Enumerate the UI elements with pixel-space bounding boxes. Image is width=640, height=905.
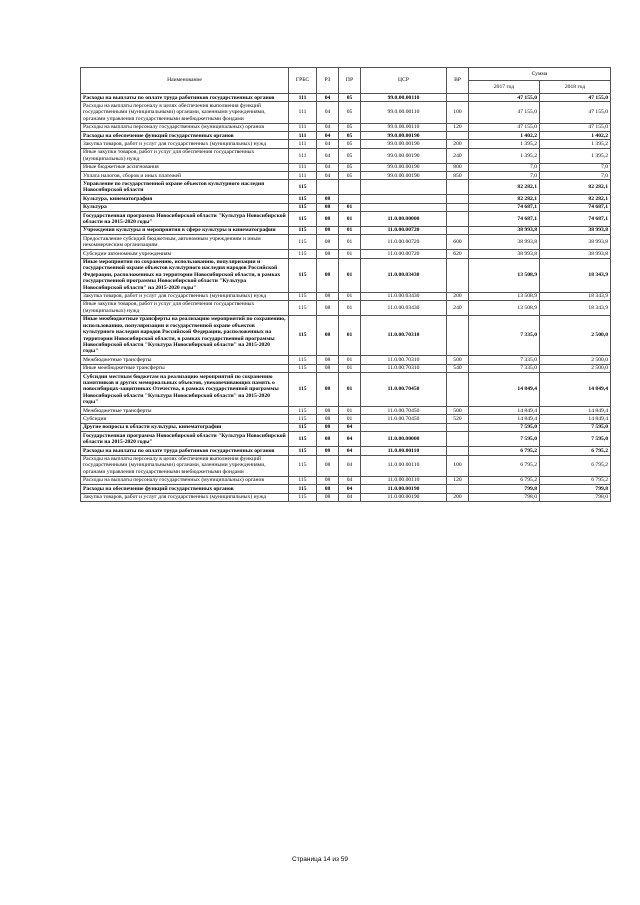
row-pr: 04 <box>339 447 361 455</box>
row-pr: 01 <box>339 226 361 234</box>
row-csr: 99.0.00.00190 <box>361 163 447 171</box>
row-name: Уплата налогов, сборов и иных платежей <box>81 172 289 180</box>
row-name: Межбюджетные трансферты <box>81 407 289 415</box>
row-pr: 05 <box>339 163 361 171</box>
table-row <box>81 292 611 300</box>
row-vr: 540 <box>447 364 469 372</box>
row-sum-2018: 38 993,8 <box>540 226 611 234</box>
row-vr <box>447 485 469 493</box>
table-row <box>81 203 611 211</box>
row-rz: 04 <box>317 94 339 102</box>
table-row <box>81 212 611 227</box>
table-row <box>81 356 611 364</box>
table-row <box>81 163 611 171</box>
table-row <box>81 148 611 163</box>
row-name: Иные межбюджетные трансферты на реализацию мероприятий по сохранению, использованию, популяризации и государственной охране объектов культурного наследия народов Российской Федерации, расположенных на территории Новосибирской области, в рамках государственной программы Новосибирской области "Культура Новосибирской области" на 2015-2020 годы" <box>81 315 289 355</box>
row-sum-2018: 2 500,0 <box>540 315 611 355</box>
row-sum-2017: 6 795,2 <box>469 447 540 455</box>
budget-table <box>80 67 611 502</box>
row-rz: 08 <box>317 455 339 476</box>
row-name: Иные мероприятия по сохранению, использованию, популяризации и государственной охране объектов культурного наследия народов Российской Федерации, расположенных на территории Новосибирской области, в рамках государственной программы Новосибирской области "Культура Новосибирской области" на 2015-2020 годы" <box>81 258 289 292</box>
table-row <box>81 476 611 484</box>
row-vr: 200 <box>447 493 469 501</box>
row-sum-2017: 14 849,4 <box>469 415 540 423</box>
row-pr: 01 <box>339 364 361 372</box>
row-name: Закупка товаров, работ и услуг для государственных (муниципальных) нужд <box>81 140 289 148</box>
row-csr: 99.0.00.00110 <box>361 123 447 131</box>
row-sum-2018: 47 155,0 <box>540 94 611 102</box>
table-row <box>81 432 611 447</box>
row-rz: 08 <box>317 415 339 423</box>
row-sum-2018: 14 849,4 <box>540 373 611 407</box>
row-rz: 08 <box>317 212 339 227</box>
row-sum-2018: 7,0 <box>540 172 611 180</box>
row-sum-2017: 38 993,8 <box>469 226 540 234</box>
row-name: Иные бюджетные ассигнования <box>81 163 289 171</box>
row-sum-2017: 7,0 <box>469 163 540 171</box>
row-name: Государственная программа Новосибирской области "Культура Новосибирской области на 2015-2020 годы" <box>81 432 289 447</box>
row-rz: 08 <box>317 476 339 484</box>
row-csr: 11.0.00.00190 <box>361 485 447 493</box>
row-rz: 08 <box>317 356 339 364</box>
row-sum-2017: 74 687,1 <box>469 212 540 227</box>
row-vr: 800 <box>447 163 469 171</box>
row-sum-2017: 7 335,0 <box>469 315 540 355</box>
row-sum-2018: 18 343,9 <box>540 300 611 315</box>
row-name: Государственная программа Новосибирской области "Культура Новосибирской области на 2015-2020 годы" <box>81 212 289 227</box>
row-sum-2017: 1 395,2 <box>469 148 540 163</box>
row-sum-2018: 2 500,0 <box>540 356 611 364</box>
row-sum-2017: 38 993,8 <box>469 235 540 250</box>
table-row <box>81 485 611 493</box>
row-pr: 01 <box>339 203 361 211</box>
row-csr: 11.0.00.70450 <box>361 415 447 423</box>
row-vr <box>447 447 469 455</box>
row-sum-2018: 18 343,9 <box>540 292 611 300</box>
row-csr: 99.0.00.00190 <box>361 172 447 180</box>
header-pr: ПР <box>339 68 361 94</box>
table-body <box>81 94 611 502</box>
table-row <box>81 415 611 423</box>
row-pr: 04 <box>339 493 361 501</box>
row-vr: 120 <box>447 123 469 131</box>
row-csr: 99.0.00.00190 <box>361 140 447 148</box>
header-csr: ЦСР <box>361 68 447 94</box>
row-pr: 05 <box>339 94 361 102</box>
row-grbs: 115 <box>289 485 317 493</box>
row-sum-2017: 7 335,0 <box>469 356 540 364</box>
row-csr <box>361 180 447 195</box>
row-grbs: 115 <box>289 203 317 211</box>
row-name: Расходы на выплаты персоналу в целях обеспечения выполнения функций государственными (муниципальными) органами, казенными учреждениями, органами управления государственными внебюджетными фондами <box>81 455 289 476</box>
row-pr <box>339 195 361 203</box>
row-sum-2018: 798,0 <box>540 493 611 501</box>
row-grbs: 115 <box>289 315 317 355</box>
row-vr: 240 <box>447 148 469 163</box>
row-name: Расходы на выплаты персоналу в целях обеспечения выполнения функций государственными (муниципальными) органами, казенными учреждениями, органами управления государственными внебюджетными фондами <box>81 102 289 123</box>
row-rz: 04 <box>317 172 339 180</box>
row-pr: 01 <box>339 250 361 258</box>
row-sum-2017: 1 402,2 <box>469 132 540 140</box>
row-vr: 200 <box>447 292 469 300</box>
row-vr <box>447 203 469 211</box>
row-csr: 11.0.00.00000 <box>361 432 447 447</box>
row-grbs: 115 <box>289 373 317 407</box>
row-grbs: 115 <box>289 226 317 234</box>
row-rz: 08 <box>317 407 339 415</box>
row-pr: 04 <box>339 485 361 493</box>
row-pr: 01 <box>339 212 361 227</box>
row-rz: 04 <box>317 102 339 123</box>
row-vr: 500 <box>447 407 469 415</box>
row-vr <box>447 423 469 431</box>
table-row <box>81 123 611 131</box>
row-rz: 08 <box>317 203 339 211</box>
row-sum-2017: 1 395,2 <box>469 140 540 148</box>
row-pr: 01 <box>339 235 361 250</box>
row-grbs: 111 <box>289 132 317 140</box>
row-sum-2017: 799,8 <box>469 485 540 493</box>
row-sum-2017: 7 595,0 <box>469 423 540 431</box>
table-row <box>81 364 611 372</box>
table-row <box>81 258 611 292</box>
row-pr: 05 <box>339 172 361 180</box>
row-vr: 120 <box>447 476 469 484</box>
row-csr: 11.0.00.70310 <box>361 315 447 355</box>
row-sum-2018: 6 795,2 <box>540 455 611 476</box>
row-sum-2017: 74 687,1 <box>469 203 540 211</box>
row-csr: 11.0.00.00720 <box>361 250 447 258</box>
row-csr: 11.0.00.03430 <box>361 292 447 300</box>
row-csr: 11.0.00.00190 <box>361 493 447 501</box>
row-rz <box>317 180 339 195</box>
row-pr: 05 <box>339 140 361 148</box>
row-sum-2018: 1 402,2 <box>540 132 611 140</box>
row-pr: 05 <box>339 123 361 131</box>
row-pr: 05 <box>339 102 361 123</box>
row-csr: 11.0.00.70450 <box>361 407 447 415</box>
row-sum-2017: 7 595,0 <box>469 432 540 447</box>
row-sum-2018: 38 993,8 <box>540 235 611 250</box>
row-rz: 08 <box>317 373 339 407</box>
row-grbs: 111 <box>289 148 317 163</box>
row-rz: 08 <box>317 315 339 355</box>
row-grbs: 115 <box>289 300 317 315</box>
row-rz: 08 <box>317 195 339 203</box>
table-row <box>81 132 611 140</box>
table-row <box>81 235 611 250</box>
table-row <box>81 407 611 415</box>
row-vr <box>447 94 469 102</box>
page-number: Страница 14 из 59 <box>292 856 348 863</box>
row-grbs: 115 <box>289 493 317 501</box>
row-sum-2018: 47 155,0 <box>540 102 611 123</box>
row-grbs: 115 <box>289 195 317 203</box>
row-sum-2018: 1 395,2 <box>540 140 611 148</box>
row-csr: 11.0.00.70310 <box>361 364 447 372</box>
row-pr: 04 <box>339 476 361 484</box>
table-row <box>81 180 611 195</box>
row-grbs: 115 <box>289 235 317 250</box>
header-year-2018: 2018 год <box>540 81 611 94</box>
row-rz: 08 <box>317 226 339 234</box>
header-sum: Сумма <box>469 68 611 81</box>
row-vr <box>447 195 469 203</box>
header-vr: ВР <box>447 68 469 94</box>
row-grbs: 111 <box>289 163 317 171</box>
row-csr: 11.0.00.00720 <box>361 226 447 234</box>
row-name: Расходы на выплаты по оплате труда работников государственных органов <box>81 447 289 455</box>
row-rz: 08 <box>317 447 339 455</box>
row-pr: 01 <box>339 373 361 407</box>
table-row <box>81 102 611 123</box>
row-vr <box>447 180 469 195</box>
row-rz: 08 <box>317 292 339 300</box>
row-grbs: 115 <box>289 250 317 258</box>
row-sum-2018: 14 849,4 <box>540 415 611 423</box>
row-sum-2017: 47 155,0 <box>469 102 540 123</box>
header-name: Наименование <box>81 68 289 94</box>
row-sum-2017: 13 508,9 <box>469 300 540 315</box>
row-name: Субсидии местным бюджетам на реализацию мероприятий по сохранению памятников и других мемориальных объектов, увековечивающих память о новосибирцах-защитниках Отечества, в рамках государственной программы Новосибирской области "Культура Новосибирской области" на 2015-2020 годы" <box>81 373 289 407</box>
row-grbs: 115 <box>289 292 317 300</box>
row-csr: 11.0.00.00110 <box>361 476 447 484</box>
row-sum-2018: 14 849,4 <box>540 407 611 415</box>
row-sum-2018: 7 595,0 <box>540 432 611 447</box>
row-vr: 500 <box>447 356 469 364</box>
table-row <box>81 250 611 258</box>
row-vr: 600 <box>447 235 469 250</box>
row-sum-2018: 82 282,1 <box>540 180 611 195</box>
row-sum-2017: 6 795,2 <box>469 455 540 476</box>
row-pr: 01 <box>339 407 361 415</box>
row-sum-2018: 1 395,2 <box>540 148 611 163</box>
row-pr: 05 <box>339 132 361 140</box>
table-row <box>81 94 611 102</box>
row-pr: 01 <box>339 258 361 292</box>
row-csr: 11.0.00.00110 <box>361 455 447 476</box>
row-sum-2018: 7 595,0 <box>540 423 611 431</box>
header-rz: РЗ <box>317 68 339 94</box>
row-rz: 08 <box>317 250 339 258</box>
row-csr: 11.0.00.00720 <box>361 235 447 250</box>
row-grbs: 115 <box>289 447 317 455</box>
table-row <box>81 172 611 180</box>
row-sum-2017: 47 155,0 <box>469 123 540 131</box>
row-name: Расходы на обеспечение функций государственных органов <box>81 485 289 493</box>
row-sum-2017: 82 282,1 <box>469 195 540 203</box>
row-sum-2017: 7 335,0 <box>469 364 540 372</box>
row-name: Межбюджетные трансферты <box>81 356 289 364</box>
row-pr: 04 <box>339 432 361 447</box>
row-grbs: 115 <box>289 180 317 195</box>
row-csr <box>361 423 447 431</box>
table-row <box>81 493 611 501</box>
row-pr: 01 <box>339 415 361 423</box>
row-pr <box>339 180 361 195</box>
row-sum-2018: 82 282,1 <box>540 195 611 203</box>
row-name: Предоставление субсидий бюджетным, автономным учреждениям и иным некоммерческим организациям <box>81 235 289 250</box>
row-rz: 08 <box>317 423 339 431</box>
row-pr: 04 <box>339 455 361 476</box>
row-sum-2017: 38 993,8 <box>469 250 540 258</box>
row-rz: 08 <box>317 493 339 501</box>
row-sum-2018: 47 155,0 <box>540 123 611 131</box>
row-vr: 100 <box>447 102 469 123</box>
row-sum-2018: 38 993,8 <box>540 250 611 258</box>
row-grbs: 115 <box>289 423 317 431</box>
row-vr <box>447 132 469 140</box>
row-csr <box>361 195 447 203</box>
row-sum-2018: 18 343,9 <box>540 258 611 292</box>
row-grbs: 115 <box>289 356 317 364</box>
row-pr: 04 <box>339 423 361 431</box>
row-rz: 08 <box>317 258 339 292</box>
row-grbs: 111 <box>289 140 317 148</box>
table-row <box>81 423 611 431</box>
row-csr: 99.0.00.00190 <box>361 148 447 163</box>
row-sum-2017: 13 508,9 <box>469 292 540 300</box>
row-name: Расходы на обеспечение функций государственных органов <box>81 132 289 140</box>
table-row <box>81 315 611 355</box>
row-csr: 99.0.00.00190 <box>361 132 447 140</box>
row-name: Расходы на выплаты персоналу государственных (муниципальных) органов <box>81 476 289 484</box>
row-rz: 08 <box>317 235 339 250</box>
row-rz: 08 <box>317 432 339 447</box>
row-sum-2018: 74 687,1 <box>540 212 611 227</box>
row-vr <box>447 212 469 227</box>
row-csr: 11.0.00.03430 <box>361 258 447 292</box>
row-vr <box>447 373 469 407</box>
row-sum-2017: 14 849,4 <box>469 373 540 407</box>
row-pr: 05 <box>339 148 361 163</box>
row-rz: 04 <box>317 123 339 131</box>
row-sum-2018: 6 795,2 <box>540 476 611 484</box>
row-csr: 11.0.00.03430 <box>361 300 447 315</box>
row-csr <box>361 203 447 211</box>
row-sum-2018: 74 687,1 <box>540 203 611 211</box>
row-vr: 520 <box>447 415 469 423</box>
row-sum-2017: 47 155,0 <box>469 94 540 102</box>
row-sum-2017: 82 282,1 <box>469 180 540 195</box>
row-rz: 04 <box>317 140 339 148</box>
row-name: Расходы на выплаты по оплате труда работников государственных органов <box>81 94 289 102</box>
row-csr: 11.0.00.70450 <box>361 373 447 407</box>
row-grbs: 115 <box>289 364 317 372</box>
row-name: Другие вопросы в области культуры, кинематографии <box>81 423 289 431</box>
header-grbs: ГРБС <box>289 68 317 94</box>
table-row <box>81 447 611 455</box>
row-grbs: 111 <box>289 102 317 123</box>
row-sum-2017: 798,0 <box>469 493 540 501</box>
row-sum-2018: 7,0 <box>540 163 611 171</box>
row-vr: 620 <box>447 250 469 258</box>
row-csr: 99.0.00.00110 <box>361 94 447 102</box>
row-sum-2017: 14 849,4 <box>469 407 540 415</box>
row-vr: 240 <box>447 300 469 315</box>
row-vr <box>447 258 469 292</box>
row-vr: 850 <box>447 172 469 180</box>
table-row <box>81 195 611 203</box>
row-name: Закупка товаров, работ и услуг для государственных (муниципальных) нужд <box>81 292 289 300</box>
row-grbs: 115 <box>289 407 317 415</box>
table-row <box>81 226 611 234</box>
table-row <box>81 140 611 148</box>
row-vr: 200 <box>447 140 469 148</box>
row-name: Субсидии автономным учреждениям <box>81 250 289 258</box>
row-name: Культура, кинематография <box>81 195 289 203</box>
row-name: Субсидии <box>81 415 289 423</box>
row-grbs: 115 <box>289 455 317 476</box>
row-csr: 11.0.00.70310 <box>361 356 447 364</box>
table-row <box>81 373 611 407</box>
row-sum-2018: 2 500,0 <box>540 364 611 372</box>
row-name: Закупка товаров, работ и услуг для государственных (муниципальных) нужд <box>81 493 289 501</box>
row-rz: 04 <box>317 148 339 163</box>
row-grbs: 115 <box>289 212 317 227</box>
row-pr: 01 <box>339 356 361 364</box>
row-grbs: 115 <box>289 432 317 447</box>
row-name: Учреждения культуры и мероприятия в сфере культуры и кинематографии <box>81 226 289 234</box>
table-row <box>81 300 611 315</box>
row-rz: 08 <box>317 364 339 372</box>
row-grbs: 111 <box>289 172 317 180</box>
table-row <box>81 455 611 476</box>
row-rz: 04 <box>317 163 339 171</box>
row-name: Культура <box>81 203 289 211</box>
row-pr: 01 <box>339 300 361 315</box>
row-vr <box>447 226 469 234</box>
row-rz: 08 <box>317 485 339 493</box>
row-vr <box>447 315 469 355</box>
row-rz: 08 <box>317 300 339 315</box>
row-name: Иные закупки товаров, работ и услуг для обеспечения государственных (муниципальных) нужд <box>81 148 289 163</box>
table-header-row <box>81 68 611 81</box>
row-sum-2018: 799,8 <box>540 485 611 493</box>
row-name: Расходы на выплаты персоналу государственных (муниципальных) органов <box>81 123 289 131</box>
row-vr <box>447 432 469 447</box>
row-name: Управление по государственной охране объектов культурного наследия Новосибирской области <box>81 180 289 195</box>
row-csr: 11.0.00.00110 <box>361 447 447 455</box>
row-grbs: 115 <box>289 415 317 423</box>
row-grbs: 111 <box>289 94 317 102</box>
row-grbs: 115 <box>289 476 317 484</box>
row-sum-2017: 6 795,2 <box>469 476 540 484</box>
row-grbs: 115 <box>289 258 317 292</box>
row-csr: 11.0.00.00000 <box>361 212 447 227</box>
row-rz: 04 <box>317 132 339 140</box>
row-sum-2018: 6 795,2 <box>540 447 611 455</box>
row-sum-2017: 7,0 <box>469 172 540 180</box>
row-pr: 01 <box>339 292 361 300</box>
row-csr: 99.0.00.00110 <box>361 102 447 123</box>
row-vr: 100 <box>447 455 469 476</box>
header-year-2017: 2017 год <box>469 81 540 94</box>
row-grbs: 111 <box>289 123 317 131</box>
row-sum-2017: 13 508,9 <box>469 258 540 292</box>
row-name: Иные закупки товаров, работ и услуг для обеспечения государственных (муниципальных) нужд <box>81 300 289 315</box>
row-name: Иные межбюджетные трансферты <box>81 364 289 372</box>
row-pr: 01 <box>339 315 361 355</box>
